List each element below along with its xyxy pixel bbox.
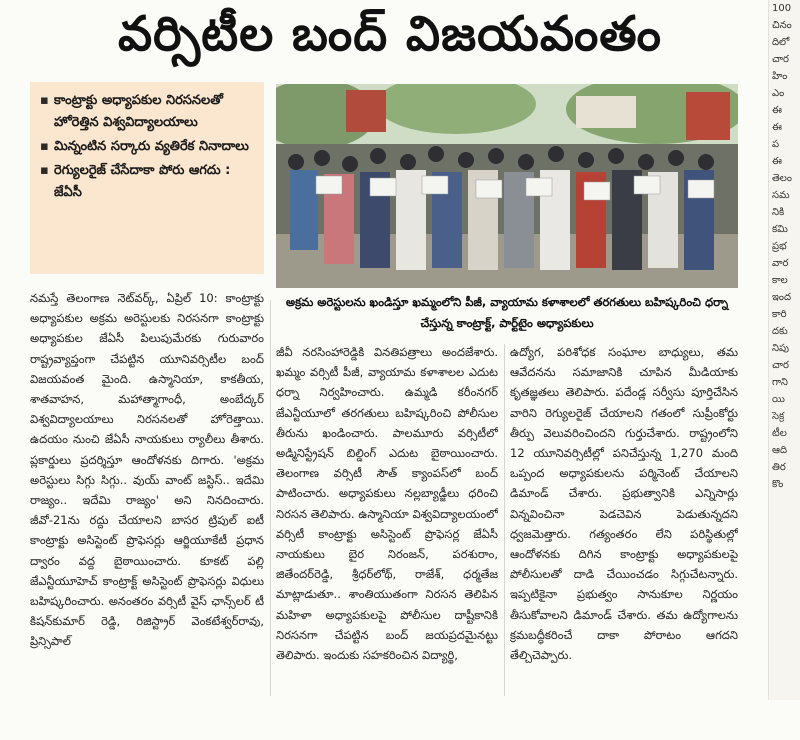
highlight-item <box>40 136 256 158</box>
highlight-text: రెగ్యులరైజ్ చేసేదాకా పోరు ఆగదు : జేఏసీ <box>54 163 231 200</box>
photo-caption: అక్రమ అరెస్టులను ఖండిస్తూ ఖమ్మంలోని పీజీ, వ్యాయామ కళాశాలలో తరగతులు బహిష్కరించి ధర్నా చేస్తున్న కాంట్రాక్ట్, పార్ట్‌టైం అధ్యాపకులు <box>285 295 729 330</box>
strip-line: కమి <box>772 224 788 235</box>
strip-line: ప్రభ <box>772 241 787 252</box>
bullet-icon: ▪ <box>40 163 49 178</box>
column-divider <box>270 300 271 696</box>
strip-line: ఈ <box>772 156 782 167</box>
strip-line: దిలో <box>772 37 790 48</box>
page-bottom-margin <box>0 700 800 740</box>
strip-line: దకు <box>772 326 788 337</box>
strip-line: కారి <box>772 309 787 320</box>
strip-line: కొం <box>772 479 784 490</box>
strip-line: ఈ <box>772 105 782 116</box>
article-column-1: నమస్తే తెలంగాణ నెట్‌వర్క్‌, ఏప్రిల్‌ 10: కాంట్రాక్టు అధ్యాపకుల అక్రమ అరెస్టులకు నిరసనగా కాంట్రాక్టు అధ్యాపకుల జేఏసీ పిలుపుమేరకు గురువారం రాష్ట్రవ్యాప్తంగా చేపట్టిన యూనివర్సిటీల బంద్‌ విజయవంత మైంది. ఉస్మానియా, కాకతీయ, శాతవాహన, మహాత్మాగాంధీ, అంబేద్కర్‌ విశ్వవిద్యాలయాలు నిరసనలతో హోరెత్తాయి. ఉదయం నుంచి జేఏసీ నాయకులు ర్యాలీలు తీశారు. ప్లకార్డులు ప్రదర్శిస్తూ ఆందోళనకు దిగారు. 'అక్రమ అరెస్టులు సిగ్గు సిగ్గు.. వుయ్‌ వాంట్‌ జస్టిస్‌.. ఇదేమి రాజ్యం.. ఇదేమి రాజ్యం' అని నినదించారు. జీవో-21ను రద్దు చేయాలని బాసర ట్రిపుల్‌ ఐటీ కాంట్రాక్టు అసిస్టెంట్‌ ప్రొఫెసర్లు ఆర్జియూకేటీ ప్రధాన ద్వారం వద్ద బైఠాయించారు. కూకట్‌ పల్లి జేఎన్టీయూహెచ్‌ కాంట్రాక్ట్‌ అసిస్టెంట్‌ ప్రొఫెసర్లు విధులు బహిష్కరించారు. అనంతరం వర్సిటీ వైస్‌ ఛాన్స్‌లర్‌ టీ కిషన్‌కుమార్‌ రెడ్డి, రిజిస్ట్రార్‌ వెంకటేశ్వర్‌రావు, ప్రిన్సిపాల్‌ <box>30 291 264 649</box>
strip-line: సమ <box>772 190 790 201</box>
column-divider <box>504 344 505 696</box>
highlights-box <box>30 82 264 274</box>
strip-line: నికి <box>772 207 785 218</box>
strip-line: తెలం <box>772 173 792 184</box>
protest-photo-illustration <box>276 84 738 288</box>
adjacent-article-strip <box>768 0 800 700</box>
strip-line: సెక్ర <box>772 411 785 422</box>
highlight-text: మిన్నంటిన సర్కారు వ్యతిరేక నినాదాలు <box>54 139 249 154</box>
headline: వర్సిటీల బంద్ విజయవంతం <box>118 6 662 62</box>
strip-line: చినం <box>772 20 792 31</box>
strip-line: టీల <box>772 428 787 439</box>
strip-line: గాని <box>772 377 788 388</box>
bullet-icon: ▪ <box>40 139 49 154</box>
strip-line: నిపు <box>772 343 789 354</box>
strip-line: తిర <box>772 462 786 473</box>
strip-line: 100 <box>772 3 792 14</box>
highlight-item <box>40 90 256 134</box>
strip-line: ఇంద <box>772 292 792 303</box>
strip-line: యి <box>772 394 785 405</box>
strip-line: చార <box>772 54 789 65</box>
strip-line: కాల <box>772 275 788 286</box>
bullet-icon: ▪ <box>40 93 49 108</box>
article-column-2: జీవీ నరసింహారెడ్డికి వినతిపత్రాలు అందజేశారు. ఖమ్మం వర్సిటీ పీజీ, వ్యాయామ కళాశాలల ఎదుట ధర్నా నిర్వహించారు. ఉమ్మడి కరీంనగర్‌ జేఎన్టీయూలో తరగతులు బహిష్కరించి పోలీసుల తీరును ఖండించారు. పాలమూరు వర్సిటీలో అడ్మినిస్ట్రేషన్‌ బిల్డింగ్‌ ఎదుట బైఠాయించారు. తెలంగాణ వర్సిటీ సౌత్‌ క్యాంపస్‌లో బంద్‌ పాటించారు. అధ్యాపకులు నల్లబ్యాడ్జీలు ధరించి నిరసన తెలిపారు. ఉస్మానియా విశ్వవిద్యాలయంలో వర్సిటీ కాంట్రాక్టు అసిస్టెంట్‌ ప్రొఫెసర్ల జేఏసీ నాయకులు బైర నిరంజన్‌, పరశురాం, జితేందర్‌రెడ్డి, శ్రీధర్‌లోథ్‌, రాజేశ్‌, ధర్మతేజ మాట్లాడుతూ.. శాంతియుతంగా నిరసన తెలిపిన మహిళా అధ్యాపకులపై పోలీసుల దాష్టీకానికి నిరసనగా చేపట్టిన బంద్‌ జయప్రదమైనట్టు తెలిపారు. ఇందుకు సహకరించిన విద్యార్థి, <box>276 345 498 663</box>
strip-line: ఈ <box>772 122 782 133</box>
strip-line: హిం <box>772 71 788 82</box>
strip-line: వార <box>772 258 789 269</box>
highlight-text: కాంట్రాక్టు అధ్యాపకుల నిరసనలతో హోరెత్తిన విశ్వవిద్యాలయాలు <box>54 93 223 130</box>
strip-line: ఆది <box>772 445 788 456</box>
highlight-item <box>40 160 256 204</box>
protest-photo <box>276 84 738 288</box>
strip-line: ప <box>772 139 780 150</box>
strip-line: ఎం <box>772 88 785 99</box>
article-column-3: ఉద్యోగ, పరిశోధక సంఘాల బాధ్యులు, తమ ఆవేదనను సమాజానికి చూపిన మీడియాకు కృతజ్ఞతలు తెలిపారు. పదేండ్ల సర్వీసు పూర్తిచేసిన వారిని రెగ్యులరైజ్‌ చేయాలని గతంలో సుప్రీంకోర్టు తీర్పు వెలువరించిందని గుర్తుచేశారు. రాష్ట్రంలోని 12 యూనివర్సిటీల్లో పనిచేస్తున్న 1,270 మంది ఒప్పంద అధ్యాపకులను పర్మినెంట్‌ చేయాలని డిమాండ్‌ చేశారు. ప్రభుత్వానికి ఎన్నిసార్లు విన్నవించినా పెడచెవిన పెడుతున్నదని ధ్వజమెత్తారు. గత్యంతరం లేని పరిస్థితుల్లో ఆందోళనకు దిగిన కాంట్రాక్టు అధ్యాపకులపై పోలీసులతో దాడి చేయించడం సిగ్గుచేటన్నారు. ఇప్పటికైనా ప్రభుత్వం సానుకూల నిర్ణయం తీసుకోవాలని డిమాండ్‌ చేశారు. తమ ఉద్యోగాలను క్రమబద్ధీకరించే దాకా పోరాటం ఆగదని తేల్చిచెప్పారు. <box>510 345 738 663</box>
strip-line: చార <box>772 360 789 371</box>
